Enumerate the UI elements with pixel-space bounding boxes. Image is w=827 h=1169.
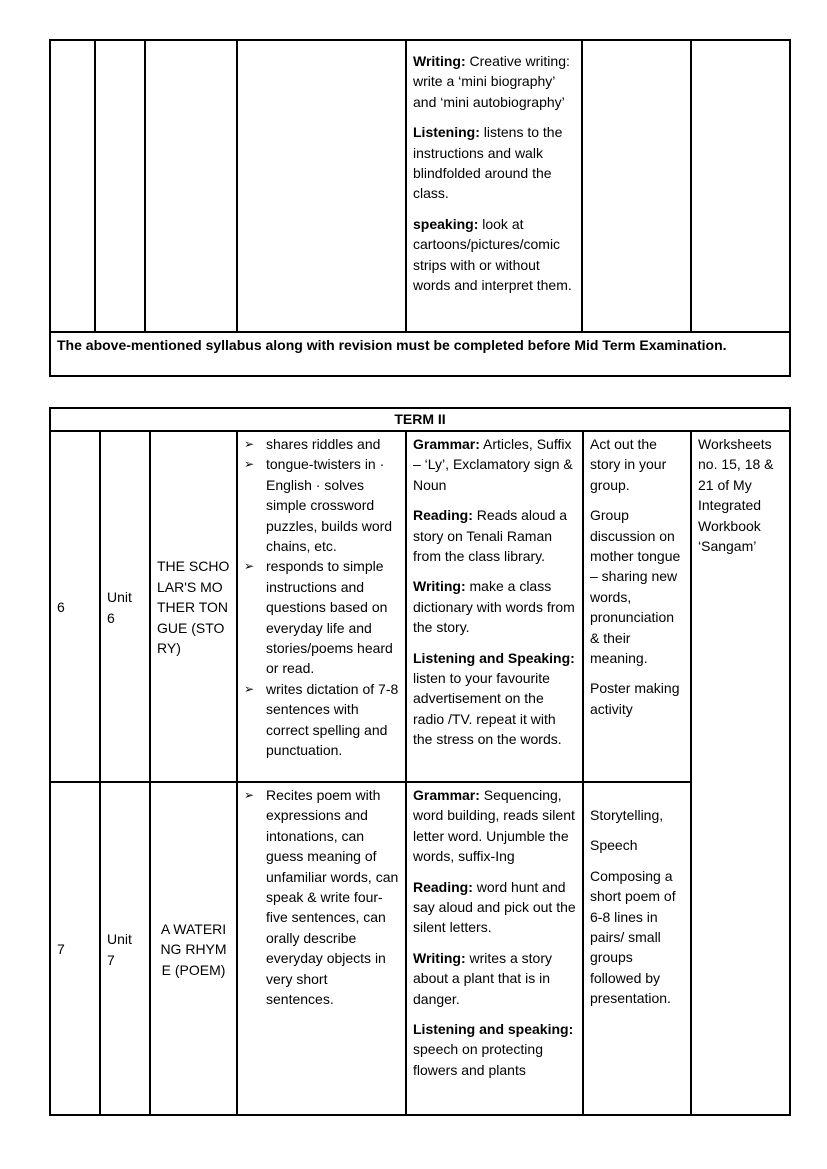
activity-reading: Reading: Reads aloud a story on Tenali Raman from the class library. <box>413 507 568 565</box>
other-activities-cell <box>582 40 691 332</box>
list-item: ➢ tongue-twisters in · English · solves simple crossword puzzles, builds word chains, etc. <box>244 454 399 556</box>
activities-cell <box>406 40 582 332</box>
list-item: ➢ shares riddles and <box>244 434 399 454</box>
activities-cell <box>406 782 583 1115</box>
other-activities-cell <box>583 431 691 782</box>
list-item: ➢ writes dictation of 7-8 sentences with correct spelling and punctuation. <box>244 679 399 761</box>
serial-number: 7 <box>50 782 100 1115</box>
table-row <box>50 782 790 1115</box>
lesson-cell <box>145 40 237 332</box>
table-row <box>50 431 790 782</box>
list-item: ➢ Recites poem with expressions and intonations, can guess meaning of unfamiliar words, can speak & write four-five sentences, can orally describe everyday objects in very short sentences. <box>244 785 399 1009</box>
term-heading: TERM II <box>50 408 790 431</box>
list-item: Composing a short poem of 6-8 lines in pairs/ small groups followed by presentation. <box>590 867 676 1007</box>
syllabus-table-term2 <box>49 407 791 1116</box>
activity-reading: Reading: word hunt and say aloud and pick out the silent letters. <box>413 878 576 936</box>
activity-speaking: speaking: look at cartoons/pictures/comic strips with or without words and interpret them. <box>413 215 572 294</box>
syllabus-table-term1-continued <box>49 39 791 377</box>
list-item: Group discussion on mother tongue – sharing new words, pronunciation & their meaning. <box>590 507 681 667</box>
list-item: Poster making activity <box>590 680 680 717</box>
resources-cell <box>691 40 790 332</box>
unit-label: Unit 6 <box>100 431 150 782</box>
activity-writing: Writing: writes a story about a plant that is in danger. <box>413 949 552 1007</box>
activities-cell <box>406 431 583 782</box>
lesson-title: A WATERING RHYME (POEM) <box>150 782 237 1115</box>
completion-note: The above-mentioned syllabus along with revision must be completed before Mid Term Examination. <box>50 332 790 376</box>
resources-cell: Worksheets no. 15, 18 & 21 of My Integrated Workbook ‘Sangam’ <box>691 431 790 1115</box>
serial-number: 6 <box>50 431 100 782</box>
table-row <box>50 40 790 332</box>
list-item: Speech <box>590 837 638 854</box>
activity-grammar: Grammar: Sequencing, word building, reads silent letter word. Unjumble the words, suffix-Ing <box>413 787 575 865</box>
other-activities-cell <box>583 782 691 1115</box>
note-row <box>50 332 790 376</box>
lesson-title: THE SCHOLAR'S MOTHER TONGUE (STORY) <box>150 431 237 782</box>
unit-label: Unit 7 <box>100 782 150 1115</box>
serial-cell <box>50 40 95 332</box>
activity-listening-speaking: Listening and speaking: speech on protecting flowers and plants <box>413 1021 574 1078</box>
learning-outcomes-cell <box>237 40 406 332</box>
unit-cell <box>95 40 145 332</box>
activity-listening-speaking: Listening and Speaking: listen to your favourite advertisement on the radio /TV. repeat it with the stress on the words. <box>413 649 575 748</box>
term-heading-row <box>50 408 790 431</box>
list-item: Act out the story in your group. <box>590 436 667 493</box>
activity-writing: Writing: make a class dictionary with words from the story. <box>413 578 575 636</box>
activity-writing: Writing: Creative writing: write a ‘mini biography’ and ‘mini autobiography’ <box>413 53 570 110</box>
activity-grammar: Grammar: Articles, Suffix – ‘Ly’, Exclamatory sign & Noun <box>413 436 573 493</box>
activity-listening: Listening: listens to the instructions and walk blindfolded around the class. <box>413 124 563 202</box>
learning-outcomes-cell <box>237 782 406 1115</box>
learning-outcomes-cell <box>237 431 406 782</box>
list-item: ➢ responds to simple instructions and questions based on everyday life and stories/poems heard or read. <box>244 556 399 678</box>
list-item: Storytelling, <box>590 807 664 823</box>
